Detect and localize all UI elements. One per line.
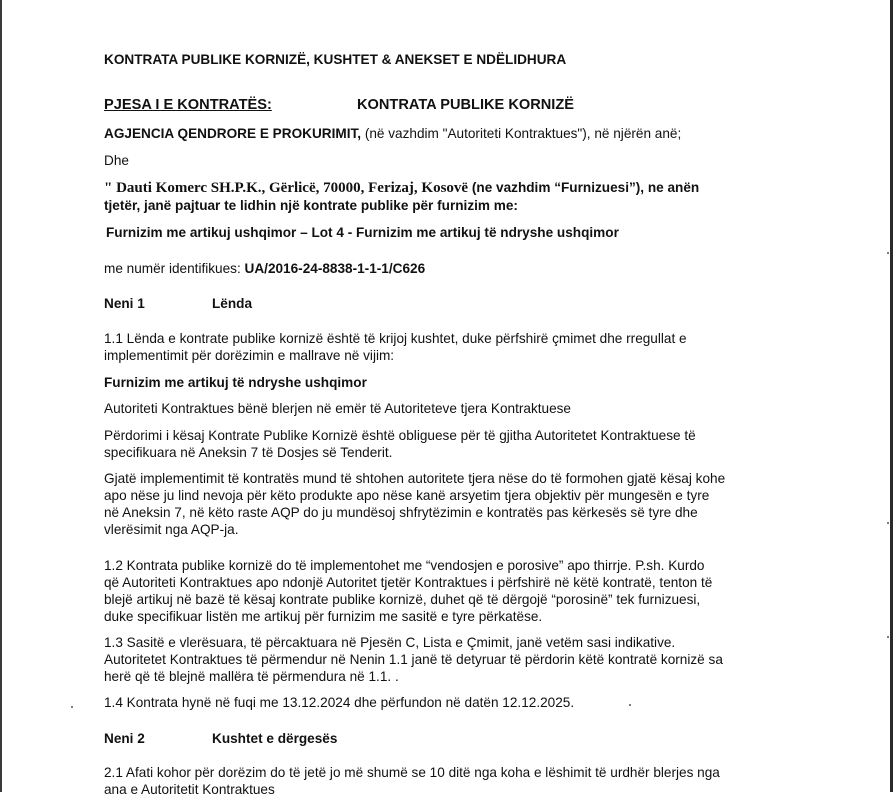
article-1-heading: [104, 295, 253, 312]
usage-line-2: specifikuara në Aneksin 7 të Dosjes së Tenderit.: [104, 445, 393, 460]
page-right-edge: [890, 0, 893, 792]
agency-name: AGJENCIA QENDRORE E PROKURIMIT,: [104, 126, 362, 141]
scan-speck: [629, 704, 631, 706]
implementation-line-4: vlerësimit nga AQP-ja.: [104, 522, 239, 537]
clause-2-1-line-1: 2.1 Afati kohor për dorëzim do të jetë jo më shumë se 10 ditë nga koha e lëshimit të urdhër blerjes nga: [104, 765, 720, 780]
supplier-description: (ne vazhdim “Furnizuesi”), ne anën: [468, 180, 700, 195]
clause-2-1-line-2: ana e Autoritetit Kontraktues: [104, 782, 275, 797]
article-1-number: Neni 1: [104, 296, 145, 311]
and-word: Dhe: [104, 153, 129, 168]
contracting-authority-line: [104, 125, 681, 142]
clause-1-2-line-4: duke specifikuar listën me artikuj për furnizim me sasitë e tyre përkatëse.: [104, 609, 543, 624]
supplier-line: [104, 179, 699, 197]
implementation-line-3: në Aneksin 7, në këto raste AQP do ju mundësoj shfrytëzimin e kontratës pas kërkesës së tyre dhe: [104, 505, 698, 520]
identification-label: me numër identifikues:: [104, 261, 245, 276]
implementation-line-1: Gjatë implementimit të kontratës mund të shtohen autoritete tjera nëse do të formohen gjatë kësaj kohe: [104, 471, 726, 486]
clause-1-4: 1.4 Kontrata hynë në fuqi me 13.12.2024 dhe përfundon në datën 12.12.2025.: [104, 695, 575, 710]
document-main-title: KONTRATA PUBLIKE KORNIZË, KUSHTET & ANEKSET E NDËLIDHURA: [104, 52, 567, 67]
usage-line-1: Përdorimi i kësaj Kontrate Publike Kornizë është obliguese për të gjitha Autoritetet Kontraktuese të: [104, 428, 696, 443]
clause-1-1-line-1: 1.1 Lënda e kontrate publike kornizë është të krijoj kushtet, duke përfshirë çmimet dhe rregullat e: [104, 331, 687, 346]
article-2-title: Kushtet e dërgesës: [212, 731, 338, 746]
article-2-heading: [104, 730, 338, 747]
page-left-edge: [0, 0, 2, 792]
clause-1-2-line-3: blejë artikuj në bazë të kësaj kontrate publike kornizë, duhet që të dërgojë “porosinë” tek furnizuesi,: [104, 592, 701, 607]
article-1-title: Lënda: [212, 296, 253, 311]
clause-1-2-line-2: që Autoriteti Kontraktues apo ndonjë Autoritet tjetër Kontraktues i përfshirë në këtë kontratë, tenton të: [104, 575, 713, 590]
scan-speck: [887, 636, 889, 638]
clause-1-3-line-3: herë që të blejnë mallëra të përmendura në 1.1. .: [104, 669, 399, 684]
clause-1-3-line-1: 1.3 Sasitë e vlerësuara, të përcaktuara në Pjesën C, Lista e Çmimit, janë vetëm sasi indikative.: [104, 635, 676, 650]
implementation-line-2: apo nëse ju lind nevoja për këto produkte apo nëse kanë arsyetim tjera objektiv për mungesën e tyre: [104, 488, 710, 503]
clause-1-3-line-2: Autoritetet Kontraktues të përmendur në Nenin 1.1 janë të detyruar të përdorin këtë kontratë kornizë sa: [104, 652, 723, 667]
subject-title: Furnizim me artikuj të ndryshe ushqimor: [104, 375, 367, 390]
clause-1-1-line-2: implementimit për dorëzimin e mallrave në vijim:: [104, 348, 395, 363]
part-label: PJESA I E KONTRATËS:: [104, 97, 272, 113]
identification-number: UA/2016-24-8838-1-1-1/C626: [244, 261, 426, 276]
lot-title: Furnizim me artikuj ushqimor – Lot 4 - Furnizim me artikuj të ndryshe ushqimor: [106, 225, 619, 240]
scan-speck: [887, 252, 889, 254]
scan-speck: [71, 706, 73, 708]
identification-line: [104, 260, 425, 277]
part-title: KONTRATA PUBLIKE KORNIZË: [357, 97, 575, 113]
contract-part-heading: [104, 97, 575, 114]
article-2-number: Neni 2: [104, 731, 145, 746]
clause-1-2-line-1: 1.2 Kontrata publike kornizë do të implementohet me “vendosjen e porosive” apo thirrje. P.sh. Kurdo: [104, 558, 705, 573]
scan-speck: [887, 522, 889, 524]
supplier-name: " Dauti Komerc SH.P.K., Gërlicë, 70000, Ferizaj, Kosovë: [104, 180, 469, 196]
authority-purchase-line: Autoriteti Kontraktues bënë blerjen në emër të Autoriteteve tjera Kontraktuese: [104, 401, 571, 416]
agency-description: (në vazhdim "Autoriteti Kontraktues"), në njërën anë;: [361, 126, 682, 141]
supplier-line-2: tjetër, janë pajtuar te lidhin një kontrate publike për furnizim me:: [104, 198, 518, 213]
